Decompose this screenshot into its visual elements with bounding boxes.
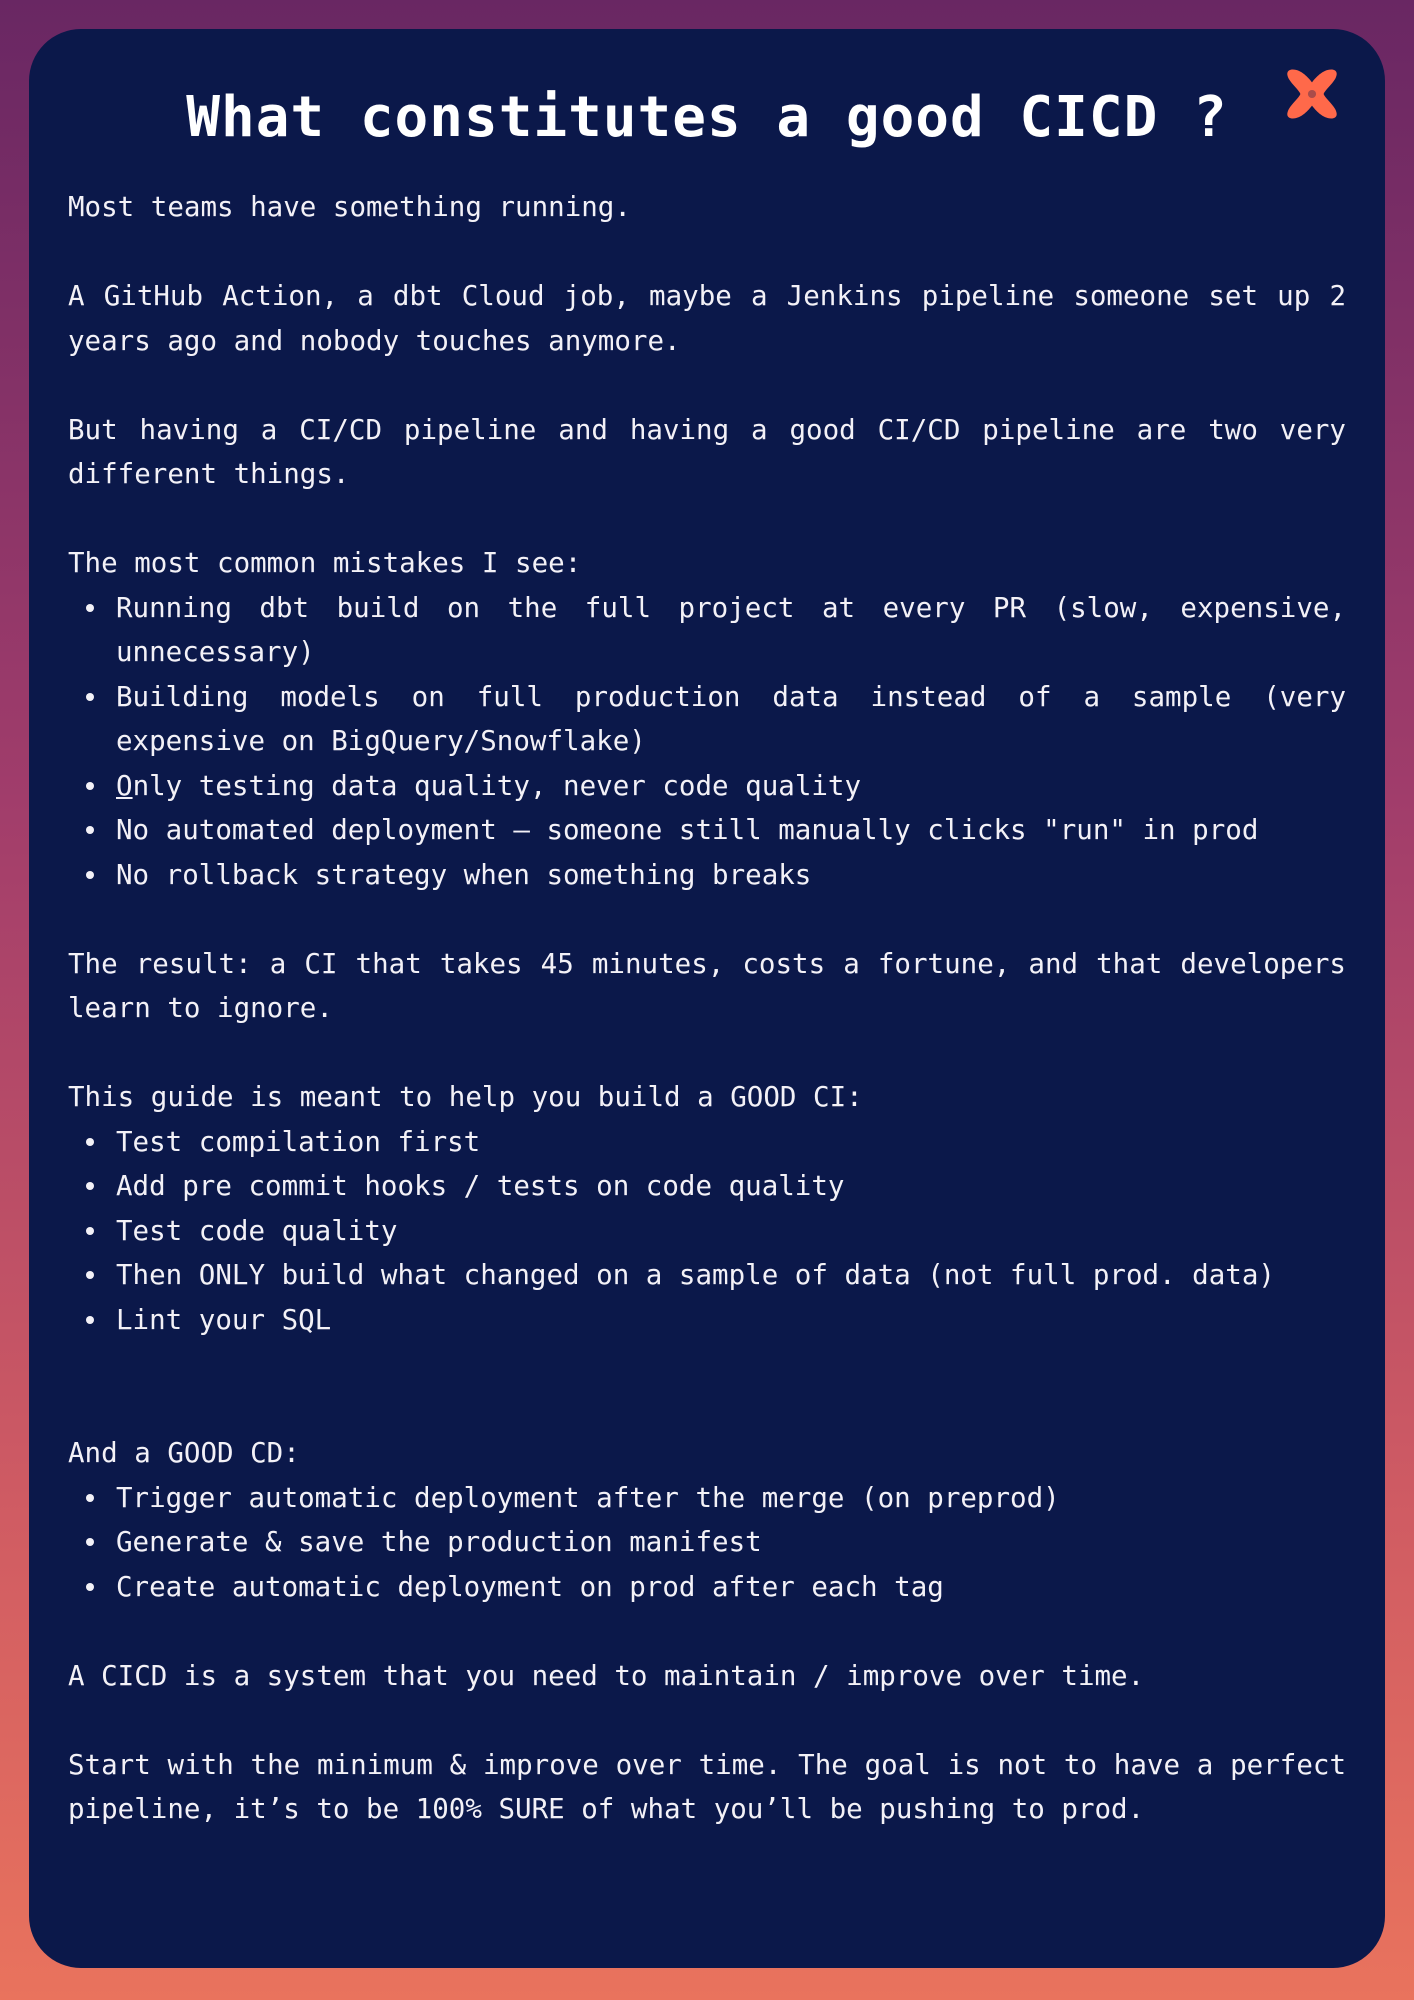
good-cd-list	[68, 1476, 1346, 1610]
list-item: Building models on full production data instead of a sample (very expensive on BigQuery/Snowflake)	[116, 675, 1346, 764]
closing-paragraph: Start with the minimum & improve over time. The goal is not to have a perfect pipeline, it’s to be 100% SURE of what you’ll be pushing to prod.	[68, 1748, 1346, 1825]
list-item: Lint your SQL	[116, 1298, 1346, 1343]
mistakes-heading: The most common mistakes I see:	[68, 547, 582, 579]
list-item: Then ONLY build what changed on a sample of data (not full prod. data)	[116, 1253, 1346, 1298]
underlined-letter: O	[116, 769, 133, 802]
result-paragraph: The result: a CI that takes 45 minutes, costs a fortune, and that developers learn to ignore.	[68, 947, 1346, 1024]
list-item-text: nly testing data quality, never code quality	[132, 769, 862, 802]
list-item: Running dbt build on the full project at every PR (slow, expensive, unnecessary)	[116, 586, 1346, 675]
list-item: Generate & save the production manifest	[116, 1520, 1346, 1565]
good-cd-heading: And a GOOD CD:	[68, 1437, 300, 1469]
context-paragraph: A GitHub Action, a dbt Cloud job, maybe a Jenkins pipeline someone set up 2 years ago and nobody touches anymore.	[68, 280, 1346, 357]
list-item: Trigger automatic deployment after the merge (on preprod)	[116, 1476, 1346, 1521]
list-item: No rollback strategy when something breaks	[116, 853, 1346, 898]
page-title: What constitutes a good CICD ?	[186, 85, 1228, 150]
good-ci-heading: This guide is meant to help you build a GOOD CI:	[68, 1081, 863, 1113]
content-card	[29, 29, 1385, 1968]
list-item: Test compilation first	[116, 1120, 1346, 1165]
intro-paragraph: Most teams have something running.	[68, 191, 631, 223]
list-item: Test code quality	[116, 1209, 1346, 1254]
system-paragraph: A CICD is a system that you need to maintain / improve over time.	[68, 1659, 1145, 1692]
good-ci-list	[68, 1120, 1346, 1343]
mistakes-list	[68, 586, 1346, 898]
list-item: No automated deployment — someone still manually clicks "run" in prod	[116, 808, 1346, 853]
difference-paragraph: But having a CI/CD pipeline and having a good CI/CD pipeline are two very different things.	[68, 413, 1346, 490]
dbt-logo-icon	[1283, 65, 1341, 123]
article-body	[68, 185, 1346, 1832]
list-item: Create automatic deployment on prod after each tag	[116, 1565, 1346, 1610]
list-item	[116, 764, 1346, 809]
list-item: Add pre commit hooks / tests on code quality	[116, 1164, 1346, 1209]
